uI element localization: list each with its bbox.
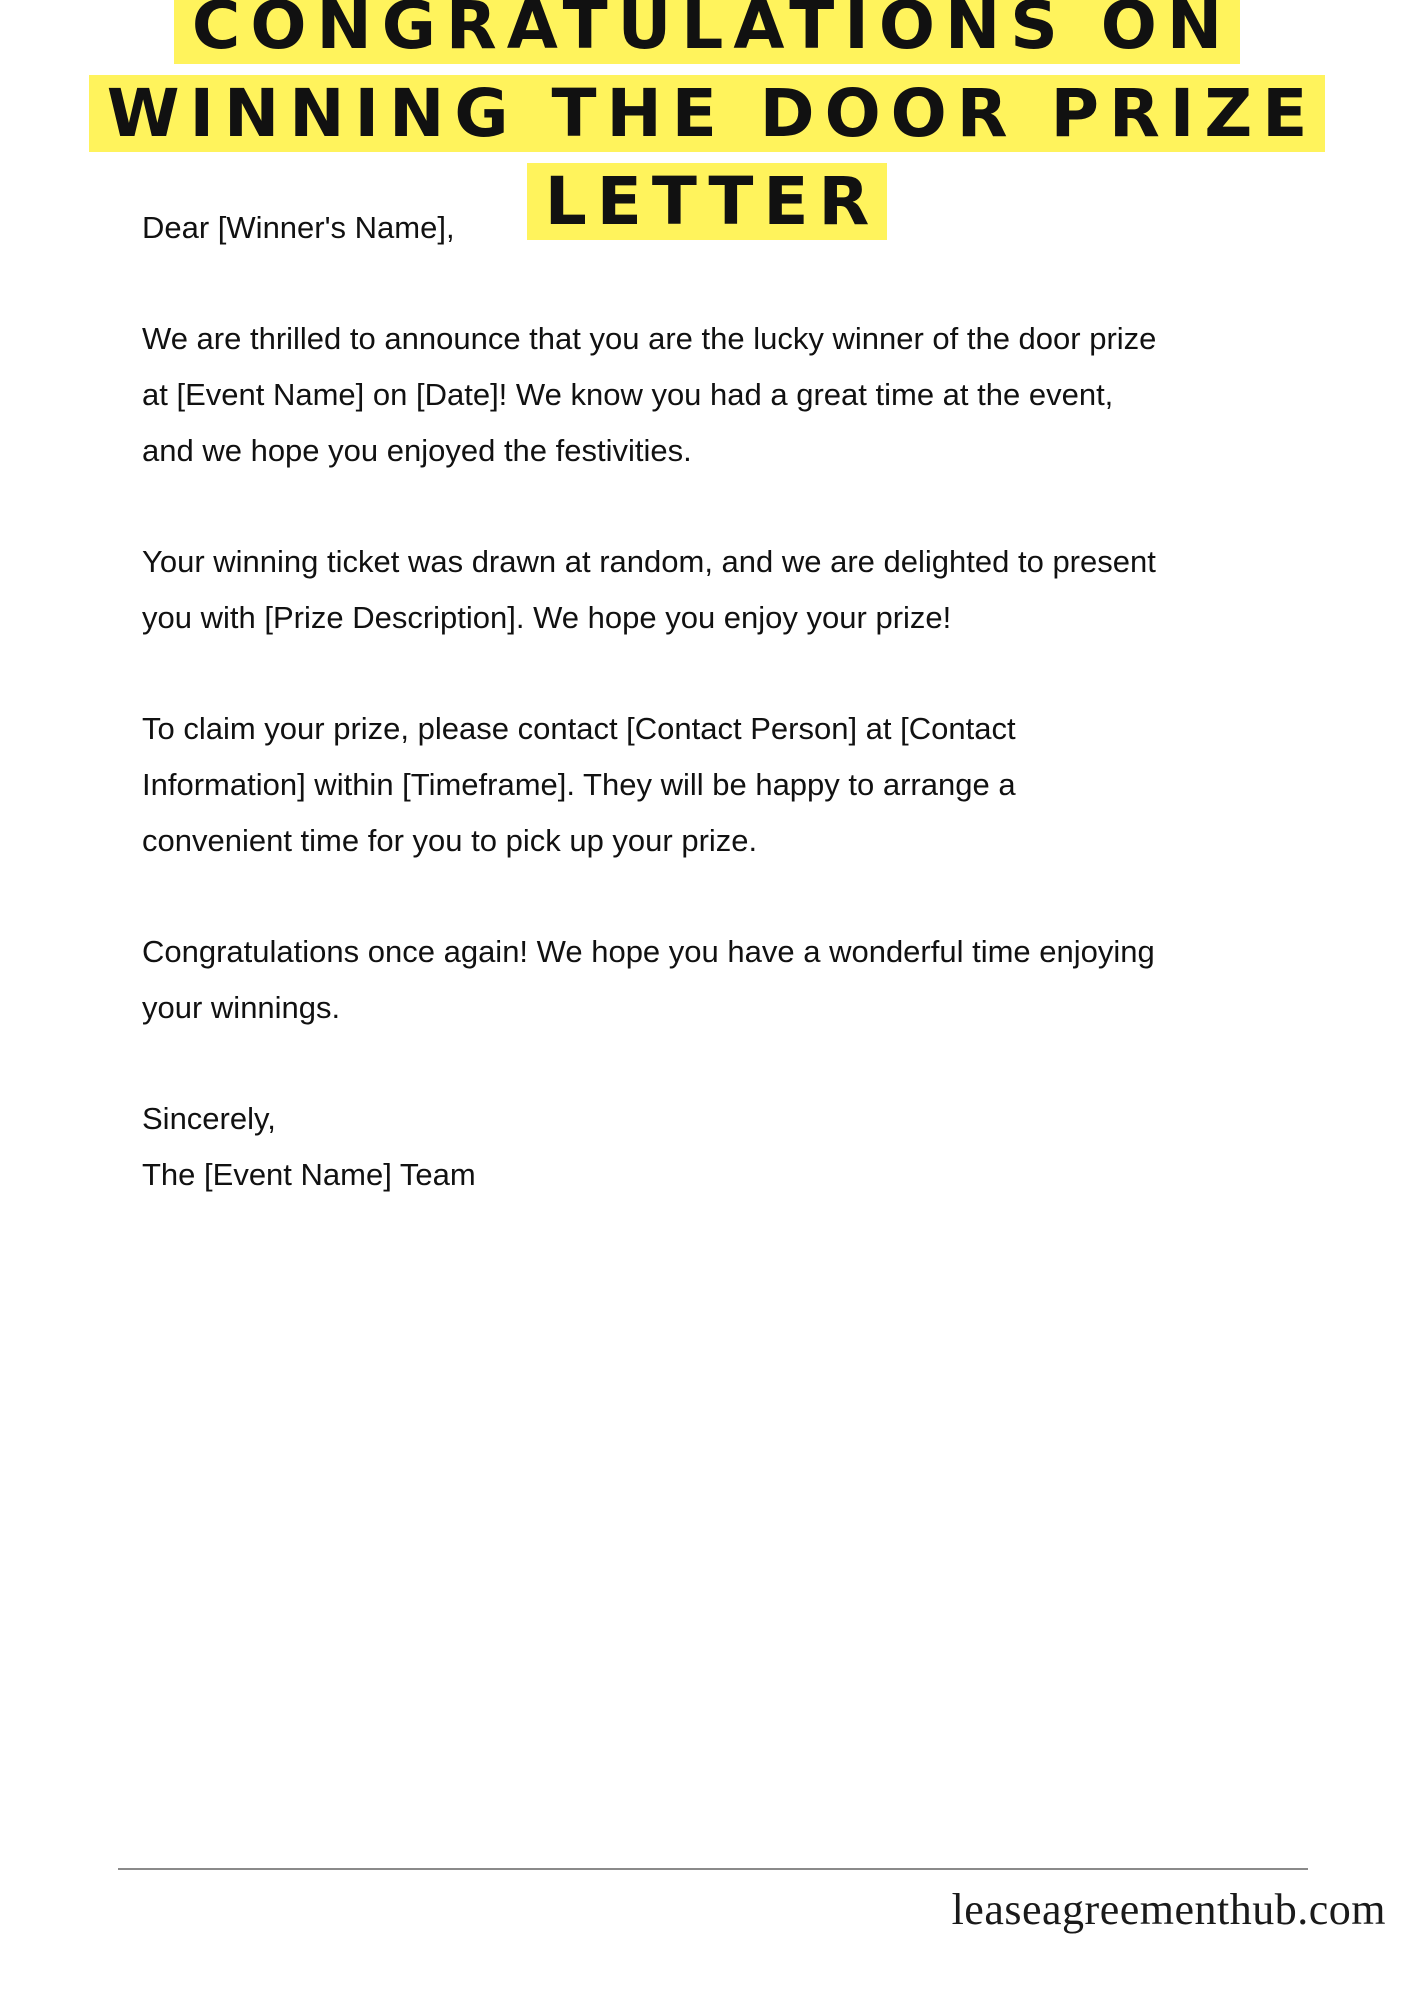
signature: The [Event Name] Team xyxy=(142,1157,476,1192)
paragraph-line: Information] within [Timeframe]. They will be happy to arrange a xyxy=(142,767,1016,802)
footer-divider xyxy=(118,1868,1308,1870)
paragraph-prize xyxy=(142,534,1322,646)
title-line-1: CONGRATULATIONS ON xyxy=(174,0,1240,64)
letter-body xyxy=(142,200,1322,1203)
paragraph-line: Congratulations once again! We hope you have a wonderful time enjoying xyxy=(142,934,1155,969)
paragraph-line: convenient time for you to pick up your prize. xyxy=(142,823,758,858)
paragraph-line: you with [Prize Description]. We hope you enjoy your prize! xyxy=(142,600,952,635)
closing-block xyxy=(142,1091,1322,1203)
paragraph-congratulations xyxy=(142,924,1322,1036)
paragraph-announcement xyxy=(142,311,1322,479)
paragraph-line: and we hope you enjoyed the festivities. xyxy=(142,433,692,468)
paragraph-claim xyxy=(142,701,1322,869)
salutation: Dear [Winner's Name], xyxy=(142,210,455,245)
paragraph-line: We are thrilled to announce that you are the lucky winner of the door prize xyxy=(142,321,1157,356)
paragraph-line: To claim your prize, please contact [Contact Person] at [Contact xyxy=(142,711,1016,746)
paragraph-line: Your winning ticket was drawn at random, and we are delighted to present xyxy=(142,544,1156,579)
closing: Sincerely, xyxy=(142,1101,276,1136)
paragraph-line: at [Event Name] on [Date]! We know you had a great time at the event, xyxy=(142,377,1114,412)
title-line-3: LETTER xyxy=(527,163,888,240)
paragraph-line: your winnings. xyxy=(142,990,341,1025)
footer-site: leaseagreementhub.com xyxy=(951,1885,1386,1934)
title-line-2: WINNING THE DOOR PRIZE xyxy=(89,75,1326,152)
